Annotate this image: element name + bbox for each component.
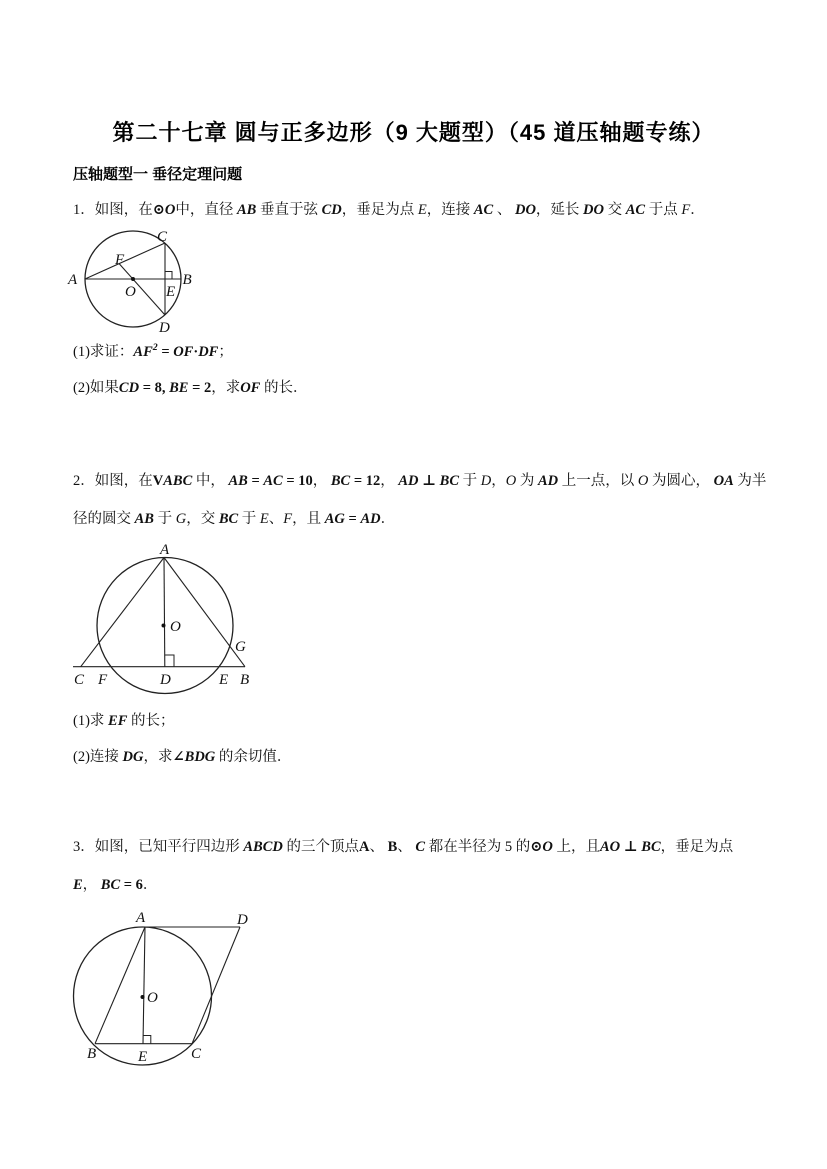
text-segment: = 6: [120, 877, 143, 893]
text-segment: = 10: [282, 473, 313, 489]
text-segment: EF: [108, 713, 128, 729]
text-segment: ，求: [211, 380, 241, 396]
text-segment: E: [417, 202, 427, 218]
text-segment: ABC: [163, 473, 193, 489]
label-b: B: [240, 672, 250, 688]
right-angle-mark: [165, 655, 174, 667]
problem-2-statement-line-1: [73, 470, 779, 492]
text-segment: V: [152, 473, 164, 489]
text-segment: ；: [218, 344, 233, 360]
text-segment: ABCD: [243, 839, 283, 855]
text-segment: E: [73, 877, 83, 893]
center-dot: [141, 995, 145, 999]
text-segment: BC: [330, 473, 351, 489]
problem-1-part-2: [73, 377, 779, 399]
text-segment: 2: [152, 342, 158, 354]
text-segment: ．: [690, 202, 705, 218]
text-segment: =: [157, 344, 174, 360]
text-segment: ∠: [172, 749, 185, 765]
label-f: F: [98, 672, 108, 688]
center-dot: [131, 277, 135, 281]
text-segment: AO: [599, 839, 621, 855]
text-segment: AF: [133, 344, 153, 360]
figure-problem-3: [60, 902, 265, 1082]
text-segment: F: [283, 511, 293, 527]
figure-problem-1: [60, 225, 225, 340]
text-segment: E: [259, 511, 269, 527]
text-segment: ．: [380, 511, 396, 527]
text-segment: = 12: [350, 473, 381, 489]
label-g: G: [235, 639, 246, 655]
text-segment: = 8,: [139, 380, 170, 396]
problem-2-part-1: [73, 710, 779, 732]
text-segment: 的余切值．: [215, 749, 292, 765]
right-angle-mark: [165, 272, 172, 280]
text-segment: (1)求证：: [73, 344, 134, 360]
text-segment: 交: [604, 202, 626, 218]
label-b: B: [182, 272, 192, 288]
label-b: B: [87, 1046, 97, 1062]
text-segment: 2．如图，在: [73, 473, 153, 489]
text-segment: 上，且: [552, 839, 600, 855]
text-segment: ，交: [186, 511, 219, 527]
text-segment: ，: [312, 473, 331, 489]
text-segment: 为: [516, 473, 538, 489]
text-segment: = 2: [188, 380, 212, 396]
text-segment: DO: [514, 202, 536, 218]
line-ab: [164, 558, 245, 667]
text-segment: DF: [198, 344, 219, 360]
problem-3-statement-line-2: [73, 874, 779, 896]
text-segment: ，延长: [535, 202, 584, 218]
line-ac: [85, 243, 165, 279]
text-segment: (2)如果: [73, 380, 119, 396]
figure-problem-2: [60, 540, 270, 700]
text-segment: OF: [240, 380, 261, 396]
text-segment: DG: [122, 749, 144, 765]
text-segment: =: [247, 473, 264, 489]
text-segment: 径的圆交: [73, 511, 135, 527]
text-segment: AD: [398, 473, 419, 489]
text-segment: 于点: [645, 202, 682, 218]
center-dot: [162, 624, 166, 628]
label-a: A: [160, 542, 170, 558]
text-segment: 、: [493, 202, 515, 218]
text-segment: 上一点，以: [558, 473, 638, 489]
line-ac: [81, 558, 164, 667]
text-segment: O: [164, 202, 176, 218]
text-segment: AC: [263, 473, 283, 489]
label-c: C: [157, 229, 168, 245]
section-heading: 压轴题型一 垂径定理问题: [73, 166, 243, 183]
label-o: O: [147, 990, 158, 1006]
line-ae: [143, 927, 145, 1044]
text-segment: 、: [369, 839, 388, 855]
text-segment: F: [681, 202, 691, 218]
text-segment: AC: [473, 202, 494, 218]
label-a: A: [68, 272, 78, 288]
text-segment: BC: [439, 473, 459, 489]
text-segment: 的长；: [127, 713, 175, 729]
text-segment: D: [480, 473, 492, 489]
page-title: 第二十七章 圆与正多边形（9 大题型）（45 道压轴题专练）: [112, 120, 715, 145]
text-segment: B: [387, 839, 398, 855]
text-segment: ⊥: [620, 839, 642, 855]
text-segment: AD: [360, 511, 381, 527]
text-segment: C: [415, 839, 426, 855]
text-segment: AB: [134, 511, 154, 527]
text-segment: 的三个顶点: [282, 839, 359, 855]
text-segment: 为圆心，: [648, 473, 714, 489]
text-segment: 的长．: [260, 380, 308, 396]
text-segment: AB: [237, 202, 257, 218]
text-segment: BC: [100, 877, 121, 893]
label-o: O: [170, 619, 181, 635]
label-d: D: [159, 320, 170, 336]
label-e: E: [219, 672, 229, 688]
label-a: A: [136, 910, 146, 926]
text-segment: G: [175, 511, 187, 527]
text-segment: AB: [228, 473, 248, 489]
text-segment: ，求: [143, 749, 173, 765]
text-segment: 于: [153, 511, 176, 527]
text-segment: CD: [118, 380, 140, 396]
label-e: E: [138, 1049, 148, 1065]
label-d: D: [237, 912, 248, 928]
text-segment: ．: [142, 877, 158, 893]
text-segment: BC: [641, 839, 661, 855]
label-d: D: [160, 672, 171, 688]
line-ad: [164, 558, 165, 667]
problem-1-statement: [73, 199, 779, 221]
problem-3-statement-line-1: [73, 836, 779, 858]
text-segment: 、: [268, 511, 284, 527]
text-segment: 于: [459, 473, 481, 489]
text-segment: ⊙: [530, 839, 543, 855]
text-segment: OA: [713, 473, 734, 489]
text-segment: O: [542, 839, 553, 855]
text-segment: ，连接: [426, 202, 474, 218]
text-segment: AD: [537, 473, 559, 489]
text-segment: BC: [218, 511, 239, 527]
text-segment: ·: [193, 344, 199, 360]
right-angle-mark: [143, 1036, 151, 1044]
text-segment: ⊥: [418, 473, 440, 489]
text-segment: ，: [380, 473, 399, 489]
text-segment: 1．如图，在: [73, 202, 153, 218]
text-segment: AC: [625, 202, 646, 218]
text-segment: 都在半径为 5 的: [425, 839, 531, 855]
text-segment: ，垂足为点: [660, 839, 734, 855]
text-segment: 中，: [192, 473, 229, 489]
text-segment: (1)求: [73, 713, 109, 729]
text-segment: 为半: [733, 473, 767, 489]
text-segment: ，: [491, 473, 506, 489]
line-ab: [95, 927, 145, 1044]
text-segment: 、: [397, 839, 416, 855]
problem-2-part-2: [73, 746, 779, 768]
text-segment: A: [359, 839, 370, 855]
text-segment: O: [505, 473, 517, 489]
label-o: O: [125, 284, 136, 300]
text-segment: 垂直于弦: [256, 202, 322, 218]
label-c: C: [191, 1046, 202, 1062]
text-segment: =: [344, 511, 361, 527]
problem-1-part-1: [73, 341, 779, 363]
text-segment: DO: [583, 202, 604, 218]
text-segment: ，且: [292, 511, 325, 527]
text-segment: 3．如图，已知平行四边形: [73, 839, 244, 855]
text-segment: (2)连接: [73, 749, 123, 765]
text-segment: AG: [324, 511, 345, 527]
label-e: E: [166, 284, 176, 300]
text-segment: BE: [169, 380, 189, 396]
text-segment: BDG: [184, 749, 216, 765]
label-c: C: [74, 672, 85, 688]
text-segment: 中，直径: [175, 202, 238, 218]
text-segment: ，垂足为点: [341, 202, 418, 218]
text-segment: ，: [82, 877, 101, 893]
text-segment: CD: [321, 202, 342, 218]
text-segment: OF: [173, 344, 194, 360]
label-f: F: [115, 252, 125, 268]
text-segment: ⊙: [152, 202, 165, 218]
line-dc: [192, 927, 240, 1044]
text-segment: O: [637, 473, 649, 489]
text-segment: 于: [238, 511, 260, 527]
problem-2-statement-line-2: [73, 508, 779, 530]
